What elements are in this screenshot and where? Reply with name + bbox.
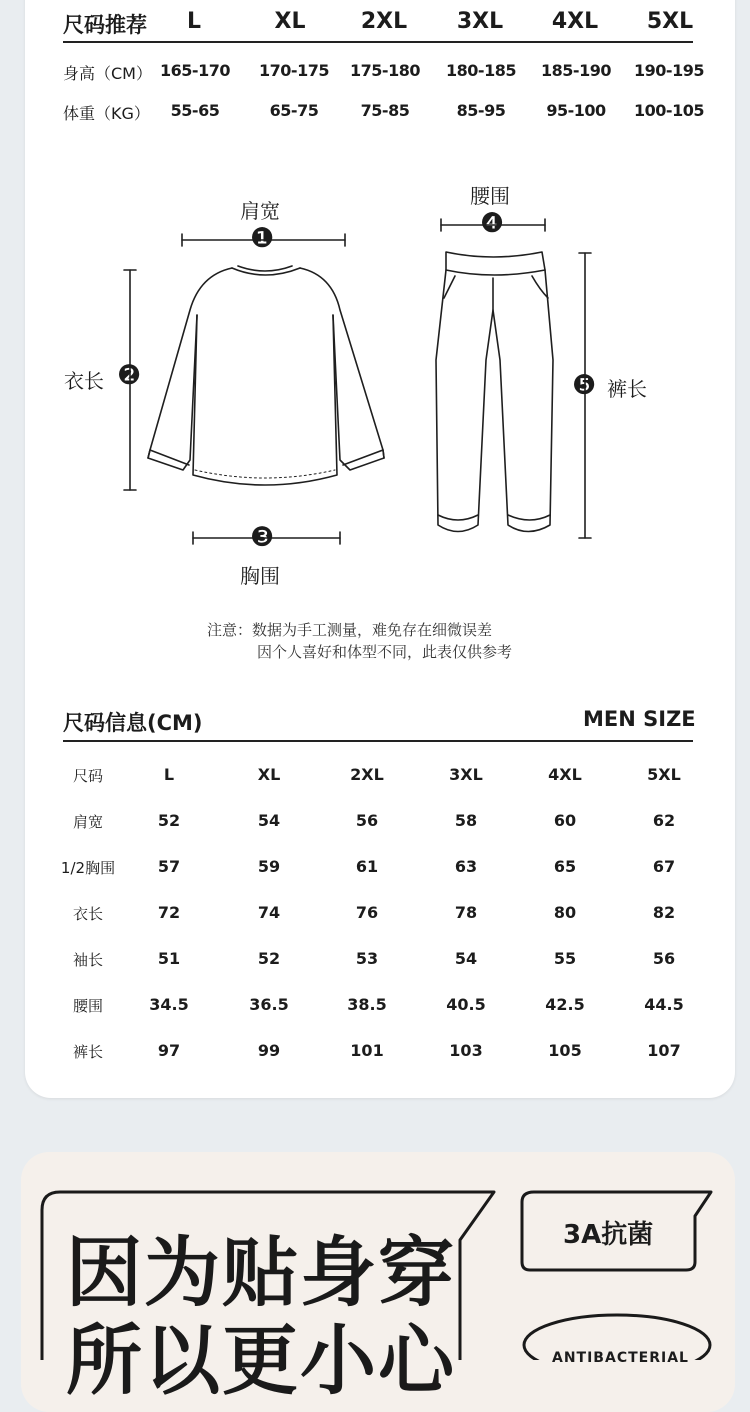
note-line-2: 因个人喜好和体型不同，此表仅供参考 bbox=[257, 643, 513, 661]
table-cell: 54 bbox=[454, 949, 478, 968]
info-title: 尺码信息(CM) bbox=[63, 711, 203, 735]
table-cell: 58 bbox=[454, 811, 478, 830]
recommend-title: 尺码推荐 bbox=[63, 13, 147, 37]
waist-label: 腰围 bbox=[470, 184, 510, 208]
size-header-4xl: 4XL bbox=[551, 9, 599, 34]
table-cell: 36.5 bbox=[249, 995, 289, 1014]
table-cell: 97 bbox=[157, 1041, 181, 1060]
table-cell: 53 bbox=[355, 949, 379, 968]
table-cell: 54 bbox=[257, 811, 281, 830]
number-3-icon: ❸ bbox=[250, 522, 275, 553]
table-cell: 57 bbox=[157, 857, 181, 876]
table-cell: 62 bbox=[652, 811, 676, 830]
weight-label: 体重（KG） bbox=[63, 104, 150, 123]
size-header-5xl: 5XL bbox=[646, 9, 694, 34]
table-cell: 56 bbox=[355, 811, 379, 830]
table-cell: 42.5 bbox=[545, 995, 585, 1014]
weight-xl: 65-75 bbox=[269, 101, 319, 120]
table-cell: 76 bbox=[355, 903, 379, 922]
height-2xl: 175-180 bbox=[350, 61, 420, 80]
table-cell: 103 bbox=[449, 1041, 483, 1060]
size-header-xl: XL bbox=[274, 9, 306, 34]
table-cell: 65 bbox=[553, 857, 577, 876]
table-cell: 72 bbox=[157, 903, 181, 922]
number-4-icon: ❹ bbox=[480, 208, 505, 239]
table-cell: 63 bbox=[454, 857, 478, 876]
table-cell: 51 bbox=[157, 949, 181, 968]
table-cell: 56 bbox=[652, 949, 676, 968]
info-divider bbox=[63, 740, 693, 742]
table-header-cell: 2XL bbox=[350, 765, 384, 784]
table-cell: 78 bbox=[454, 903, 478, 922]
promo-line-2: 所以更小心 bbox=[66, 1316, 456, 1405]
table-cell: 80 bbox=[553, 903, 577, 922]
height-xl: 170-175 bbox=[259, 61, 329, 80]
table-cell: 67 bbox=[652, 857, 676, 876]
table-cell: 44.5 bbox=[644, 995, 684, 1014]
table-cell: 82 bbox=[652, 903, 676, 922]
chest-label: 胸围 bbox=[240, 564, 280, 588]
table-cell: 38.5 bbox=[347, 995, 387, 1014]
garment-diagram bbox=[0, 160, 750, 560]
antibacterial-oval-text: ANTIBACTERIAL bbox=[552, 1350, 689, 1366]
height-3xl: 180-185 bbox=[446, 61, 516, 80]
height-label: 身高（CM） bbox=[63, 64, 152, 83]
table-cell: 52 bbox=[157, 811, 181, 830]
number-5-icon: ❺ bbox=[572, 370, 597, 401]
table-row-label: 衣长 bbox=[72, 905, 103, 923]
number-2-icon: ❷ bbox=[117, 360, 142, 391]
table-row-label: 裤长 bbox=[72, 1043, 103, 1061]
table-cell: 55 bbox=[553, 949, 577, 968]
table-row-label: 1/2胸围 bbox=[60, 859, 116, 877]
table-cell: 107 bbox=[647, 1041, 681, 1060]
pants-waistband bbox=[446, 252, 545, 275]
height-l: 165-170 bbox=[160, 61, 230, 80]
weight-5xl: 100-105 bbox=[634, 101, 704, 120]
weight-2xl: 75-85 bbox=[360, 101, 410, 120]
antibacterial-badge: 3A抗菌 bbox=[563, 1220, 654, 1250]
header-divider bbox=[63, 41, 693, 43]
table-cell: 40.5 bbox=[446, 995, 486, 1014]
table-cell: 59 bbox=[257, 857, 281, 876]
promo-line-1: 因为贴身穿 bbox=[66, 1228, 456, 1317]
info-subtitle: MEN SIZE bbox=[583, 707, 696, 731]
table-header-cell: 5XL bbox=[647, 765, 681, 784]
table-header-cell: 3XL bbox=[449, 765, 483, 784]
table-row-label: 腰围 bbox=[72, 997, 103, 1015]
table-row-label: 袖长 bbox=[72, 951, 103, 969]
size-header-3xl: 3XL bbox=[456, 9, 504, 34]
table-cell: 74 bbox=[257, 903, 281, 922]
note-line-1: 注意：数据为手工测量，难免存在细微误差 bbox=[207, 621, 493, 639]
table-header-size: 尺码 bbox=[72, 767, 103, 785]
table-cell: 52 bbox=[257, 949, 281, 968]
table-cell: 99 bbox=[257, 1041, 281, 1060]
table-row-label: 肩宽 bbox=[72, 813, 103, 831]
shoulder-label: 肩宽 bbox=[240, 199, 280, 223]
table-cell: 34.5 bbox=[149, 995, 189, 1014]
weight-3xl: 85-95 bbox=[456, 101, 506, 120]
table-header-cell: XL bbox=[257, 765, 281, 784]
weight-l: 55-65 bbox=[170, 101, 220, 120]
table-cell: 61 bbox=[355, 857, 379, 876]
size-header-2xl: 2XL bbox=[360, 9, 408, 34]
table-header-cell: 4XL bbox=[548, 765, 582, 784]
table-cell: 101 bbox=[350, 1041, 384, 1060]
table-cell: 60 bbox=[553, 811, 577, 830]
table-cell: 105 bbox=[548, 1041, 582, 1060]
pants-length-label: 裤长 bbox=[607, 377, 647, 401]
number-1-icon: ❶ bbox=[250, 223, 275, 254]
length-label: 衣长 bbox=[64, 369, 104, 393]
weight-4xl: 95-100 bbox=[546, 101, 606, 120]
size-header-l: L bbox=[186, 9, 202, 34]
table-header-cell: L bbox=[163, 765, 175, 784]
height-4xl: 185-190 bbox=[541, 61, 611, 80]
height-5xl: 190-195 bbox=[634, 61, 704, 80]
